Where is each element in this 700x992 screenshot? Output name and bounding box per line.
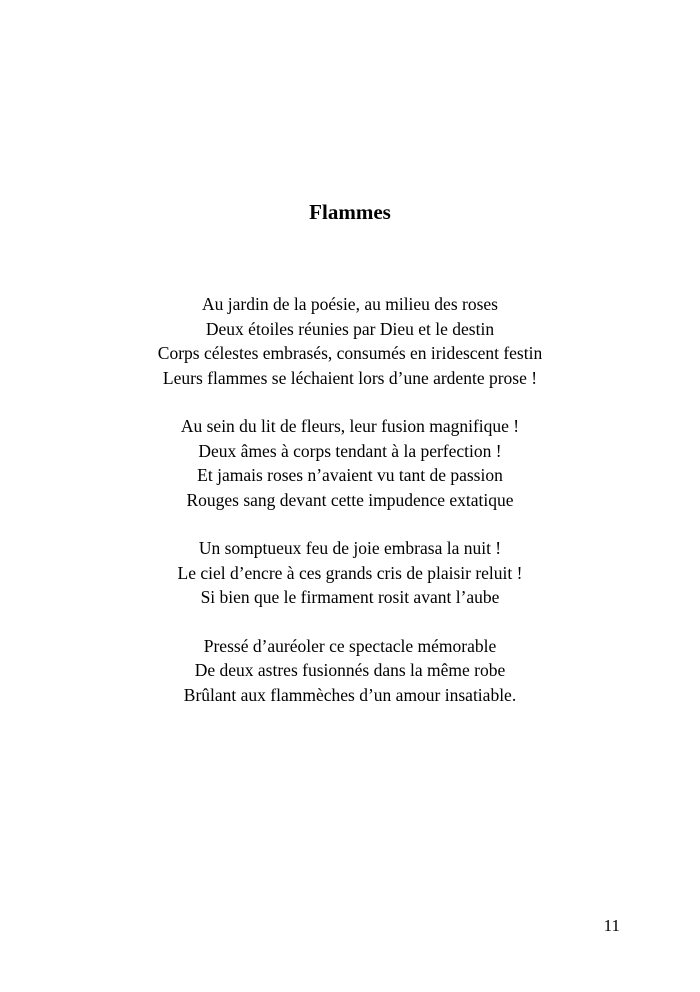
poem-body bbox=[0, 292, 700, 731]
stanza-4 bbox=[0, 634, 700, 708]
poem-line: Deux étoiles réunies par Dieu et le destin bbox=[205, 318, 495, 339]
poem-line: Le ciel d’encre à ces grands cris de plaisir reluit ! bbox=[177, 562, 523, 583]
stanza-2 bbox=[0, 414, 700, 512]
page-number: 11 bbox=[603, 916, 620, 935]
poem-line: Au jardin de la poésie, au milieu des roses bbox=[202, 294, 498, 314]
poem-line: Un somptueux feu de joie embrasa la nuit ! bbox=[198, 538, 502, 558]
poem-line: Leurs flammes se léchaient lors d’une ardente prose ! bbox=[162, 367, 538, 388]
stanza-3 bbox=[0, 536, 700, 610]
poem-line: Deux âmes à corps tendant à la perfection ! bbox=[198, 440, 502, 461]
poem-line: Et jamais roses n’avaient vu tant de passion bbox=[197, 465, 503, 485]
poem-line: De deux astres fusionnés dans la même robe bbox=[194, 660, 506, 680]
poem-line: Au sein du lit de fleurs, leur fusion magnifique ! bbox=[180, 416, 520, 436]
poem-line: Pressé d’auréoler ce spectacle mémorable bbox=[203, 635, 497, 656]
poem-line: Corps célestes embrasés, consumés en iridescent festin bbox=[157, 343, 543, 363]
poem-line: Brûlant aux flammèches d’un amour insatiable. bbox=[183, 684, 517, 705]
poem-line: Si bien que le firmament rosit avant l’aube bbox=[200, 587, 500, 607]
poem-title: Flammes bbox=[309, 200, 391, 224]
poem-line: Rouges sang devant cette impudence extatique bbox=[186, 489, 514, 510]
stanza-1 bbox=[0, 292, 700, 390]
